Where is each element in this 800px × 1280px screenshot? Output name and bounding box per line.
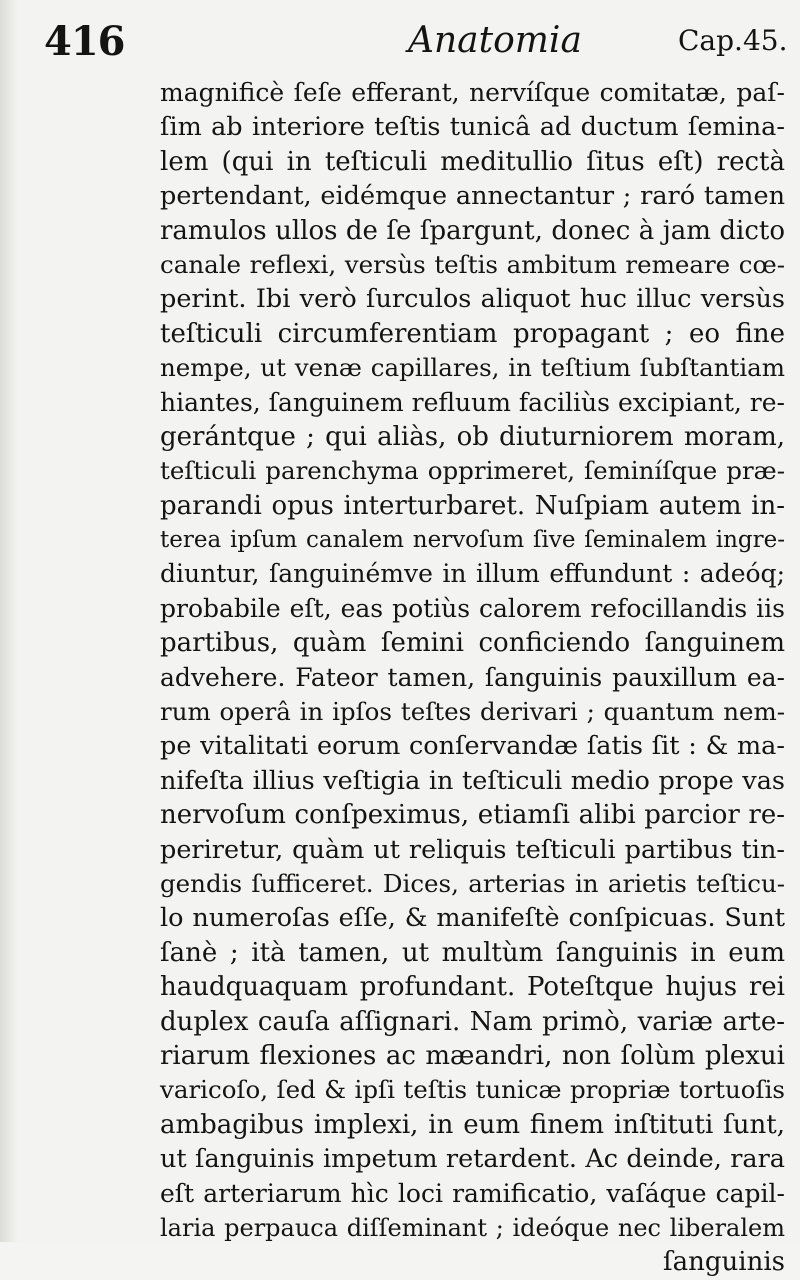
text-line: lem (qui in teſticuli meditullio ſitus eſt) rectà xyxy=(160,146,785,177)
text-line: magnificè ſeſe efferant, nervíſque comitatæ, paſ- xyxy=(160,78,785,107)
text-line: ut ſanguinis impetum retardent. Ac deinde, rara xyxy=(160,1144,785,1175)
catchword: ſanguinis xyxy=(663,1247,785,1278)
text-line: canale reflexi, versùs teſtis ambitum remeare cœ- xyxy=(160,249,785,279)
text-line: teſticuli circumferentiam propagant ; eo fine xyxy=(160,318,785,349)
text-line: rum operâ in ipſos teſtes derivari ; quantum nem- xyxy=(160,697,785,727)
text-line: pertendant, eidémque annectantur ; raró tamen xyxy=(160,181,785,212)
text-line: partibus, quàm ſemini conficiendo ſanguinem xyxy=(160,628,785,659)
text-line: perint. Ibi verò ſurculos aliquot huc illuc versùs xyxy=(160,284,785,315)
text-line: periretur, quàm ut reliquis teſticuli partibus tin- xyxy=(160,834,785,865)
running-title: Anatomia xyxy=(408,20,582,61)
text-line: duplex cauſa aſſignari. Nam primò, variæ arte- xyxy=(160,1006,785,1037)
text-line: diuntur, ſanguinémve in illum effundunt : adeóq; xyxy=(160,559,785,589)
text-line: ramulos ullos de ſe ſpargunt, donec à jam dicto xyxy=(160,215,785,246)
page-header xyxy=(0,14,800,74)
text-line: parandi opus interturbaret. Nuſpiam autem in- xyxy=(160,490,785,521)
text-line: nervoſum conſpeximus, etiamſi alibi parcior re- xyxy=(160,800,785,831)
page-number: 416 xyxy=(44,18,125,65)
body-text xyxy=(160,76,785,1280)
text-line: riarum flexiones ac mæandri, non ſolùm plexui xyxy=(160,1040,785,1071)
text-line: probabile eſt, eas potiùs calorem refocillandis iis xyxy=(160,593,785,623)
text-line: pe vitalitati eorum conſervandæ ſatis ſit : & ma- xyxy=(160,731,785,762)
text-line: ſim ab interiore teſtis tunicâ ad ductum ſemina- xyxy=(160,112,785,143)
text-line: terea ipſum canalem nervoſum ſive ſeminalem ingre- xyxy=(160,527,785,554)
text-line: ambagibus implexi, in eum finem inſtituti ſunt, xyxy=(160,1109,785,1140)
text-line: nempe, ut venæ capillares, in teſtium ſubſtantiam xyxy=(160,353,785,383)
text-line: haudquaquam profundant. Poteſtque hujus rei xyxy=(160,972,785,1003)
text-line: lo numeroſas eſſe, & manifeſtè conſpicuas. Sunt xyxy=(160,903,785,934)
text-line: laria perpauca diſſeminant ; ideóque nec liberalem xyxy=(160,1213,785,1242)
page-gutter-shadow xyxy=(0,0,18,1242)
text-line: gendis ſufficeret. Dices, arterias in arietis teſticu- xyxy=(160,868,785,898)
chapter-label: Cap.45. xyxy=(678,24,788,57)
text-line: varicoſo, ſed & ipſi teſtis tunicæ propriæ tortuoſis xyxy=(160,1075,785,1105)
text-line: gerántque ; qui aliàs, ob diuturniorem moram, xyxy=(160,421,785,452)
text-line: ſanè ; ità tamen, ut multùm ſanguinis in eum xyxy=(160,937,785,968)
text-line: teſticuli parenchyma opprimeret, ſeminíſque præ- xyxy=(160,456,785,486)
text-line: nifeſta illius veſtigia in teſticuli medio prope vas xyxy=(160,765,785,796)
text-line: eſt arteriarum hìc loci ramificatio, vaſáque capil- xyxy=(160,1178,785,1208)
text-line: hiantes, ſanguinem refluum faciliùs excipiant, re- xyxy=(160,387,785,417)
text-line: advehere. Fateor tamen, ſanguinis pauxillum ea- xyxy=(160,662,785,692)
